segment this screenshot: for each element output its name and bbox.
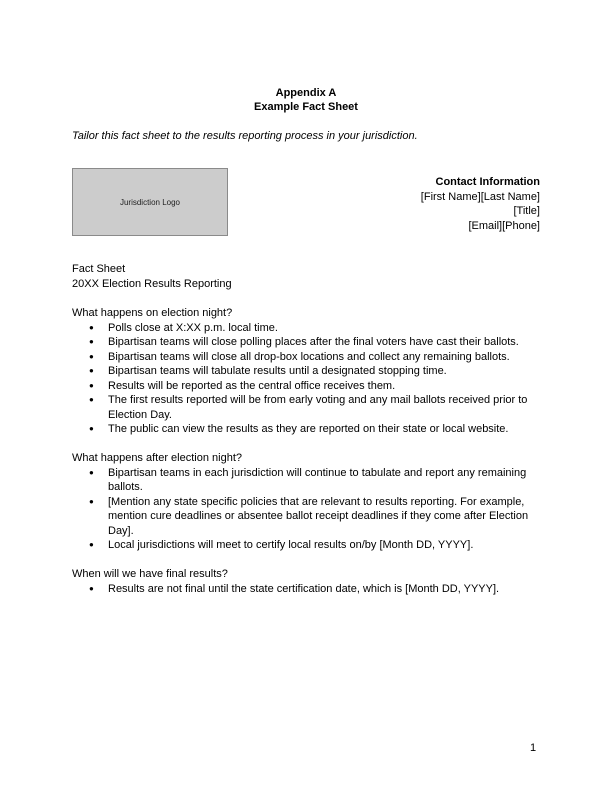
contact-information (421, 175, 540, 233)
section-election-night (72, 306, 540, 437)
bullet-list (72, 466, 540, 553)
list-item: ● Local jurisdictions will meet to certify local results on/by [Month DD, YYYY]. (72, 538, 540, 553)
page-number: 1 (530, 742, 537, 754)
contact-email-phone: [Email][Phone] (468, 219, 540, 232)
contact-title: [Title] (513, 205, 540, 217)
section-question: When will we have final results? (72, 568, 228, 580)
section-final-results (72, 567, 540, 596)
list-item: ● Results will be reported as the central office receives them. (72, 379, 540, 394)
list-item: ● Bipartisan teams will close all drop-box locations and collect any remaining ballots. (72, 350, 540, 365)
list-item: ● Results are not final until the state certification date, which is [Month DD, YYYY]. (72, 582, 540, 597)
fact-sheet-heading (72, 262, 540, 291)
bullet-list (72, 321, 540, 437)
section-question: What happens on election night? (72, 307, 233, 319)
bullet-list (72, 582, 540, 597)
list-item: ● Bipartisan teams in each jurisdiction will continue to tabulate and report any remaining ballots. (72, 466, 540, 495)
list-item: ● [Mention any state specific policies that are relevant to results reporting. For example, mention cure deadlines or absentee ballot receipt deadlines if they come after Election Day]. (72, 495, 540, 539)
contact-heading: Contact Information (435, 176, 540, 188)
logo-label: Jurisdiction Logo (119, 197, 181, 207)
instruction-text: Tailor this fact sheet to the results reporting process in your jurisdiction. (72, 130, 418, 142)
fact-sheet-label: Fact Sheet (72, 263, 126, 275)
list-item: ● The public can view the results as they are reported on their state or local website. (72, 422, 540, 437)
list-item: ● The first results reported will be from early voting and any mail ballots received prior to Election Day. (72, 393, 540, 422)
fact-sheet-subtitle: 20XX Election Results Reporting (72, 277, 232, 290)
list-item: ● Bipartisan teams will close polling places after the final voters have cast their ballots. (72, 335, 540, 350)
jurisdiction-logo-placeholder (72, 168, 228, 236)
section-after-election-night (72, 451, 540, 553)
contact-name: [First Name][Last Name] (420, 190, 540, 203)
list-item: ● Polls close at X:XX p.m. local time. (72, 321, 540, 336)
document-title: Example Fact Sheet (254, 101, 358, 113)
appendix-heading: Appendix A (275, 87, 337, 99)
section-question: What happens after election night? (72, 452, 243, 464)
list-item: ● Bipartisan teams will tabulate results until a designated stopping time. (72, 364, 540, 379)
